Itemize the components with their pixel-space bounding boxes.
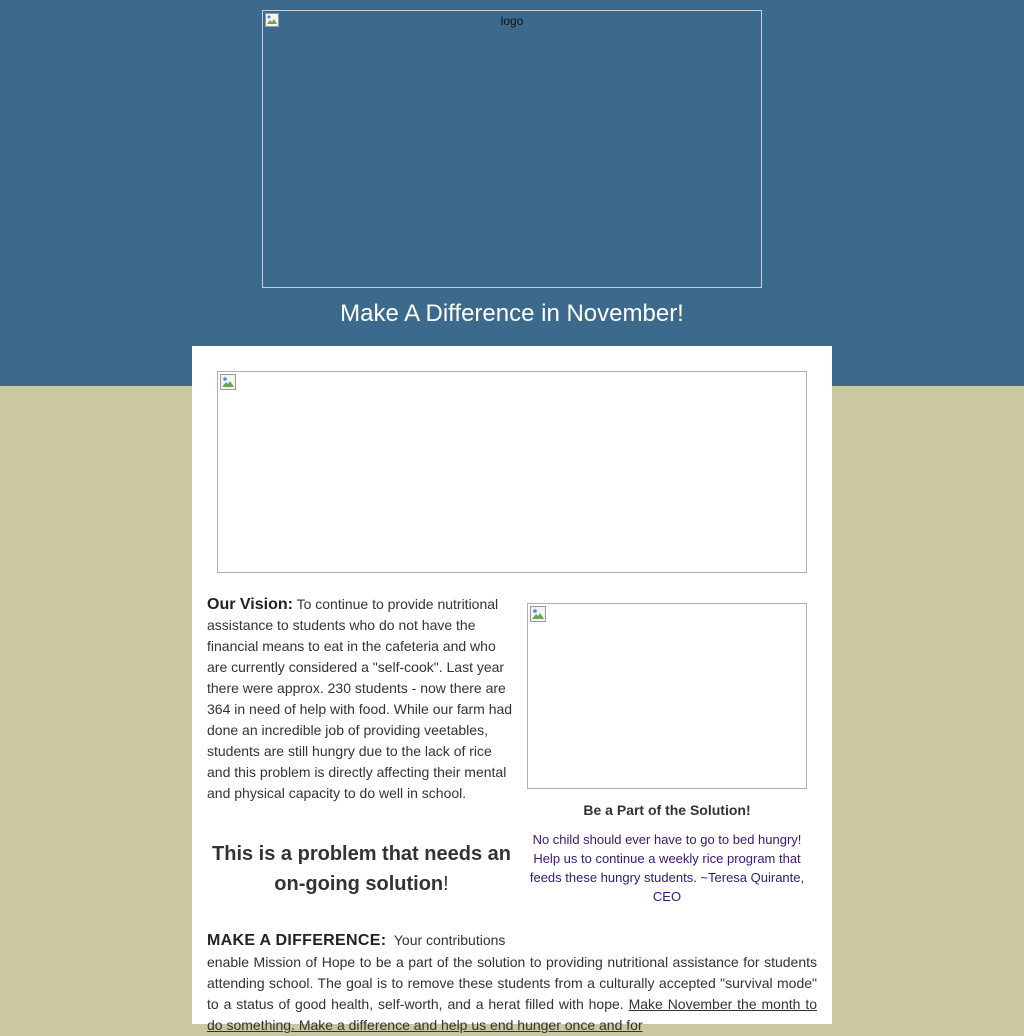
vision-paragraph bbox=[207, 594, 516, 804]
logo-alt-text: logo bbox=[500, 14, 524, 28]
make-difference-paragraph bbox=[207, 930, 817, 1036]
side-image bbox=[527, 603, 807, 789]
make-difference-text: enable Mission of Hope to be a part of the solution to providing nutritional assistance for students attending school. The goal is to remove these students from a culturally accepted "survival mode" to a status of good health, self-worth, and a herat filled with hope. bbox=[207, 954, 817, 1012]
hero-image bbox=[217, 371, 807, 573]
vision-text: To continue to provide nutritional assistance to students who do not have the financial means to eat in the cafeteria and who are currently considered a "self-cook". Last year there were approx. 230 students - now there are 364 in need of help with food. While our farm had done an incredible job of providing veetables, students are still hungry due to the lack of rice and this problem is directly affecting their mental and physical capacity to do well in school. bbox=[207, 596, 513, 801]
page-headline: Make A Difference in November! bbox=[340, 300, 684, 327]
logo-image bbox=[262, 10, 762, 288]
problem-text: This is a problem that needs an on-going solution bbox=[212, 843, 511, 895]
solution-title: Be a Part of the Solution! bbox=[583, 802, 751, 818]
broken-image-icon bbox=[220, 374, 236, 390]
content-panel bbox=[192, 346, 832, 1033]
problem-punctuation: ! bbox=[443, 873, 449, 895]
make-difference-intro: Your contributions bbox=[393, 932, 506, 948]
ceo-quote: No child should ever have to go to bed hungry! Help us to continue a weekly rice program that feeds these hungry students. ~Teresa Quirante, CEO bbox=[529, 832, 805, 904]
broken-image-icon bbox=[530, 606, 546, 622]
make-november-link[interactable]: Make November the month to do something. Make a difference and help us end hunger once and for bbox=[207, 996, 817, 1033]
problem-callout bbox=[207, 839, 516, 899]
vision-label: Our Vision: bbox=[207, 596, 293, 613]
make-difference-first-line bbox=[207, 930, 517, 951]
make-difference-label: MAKE A DIFFERENCE: bbox=[207, 932, 387, 949]
